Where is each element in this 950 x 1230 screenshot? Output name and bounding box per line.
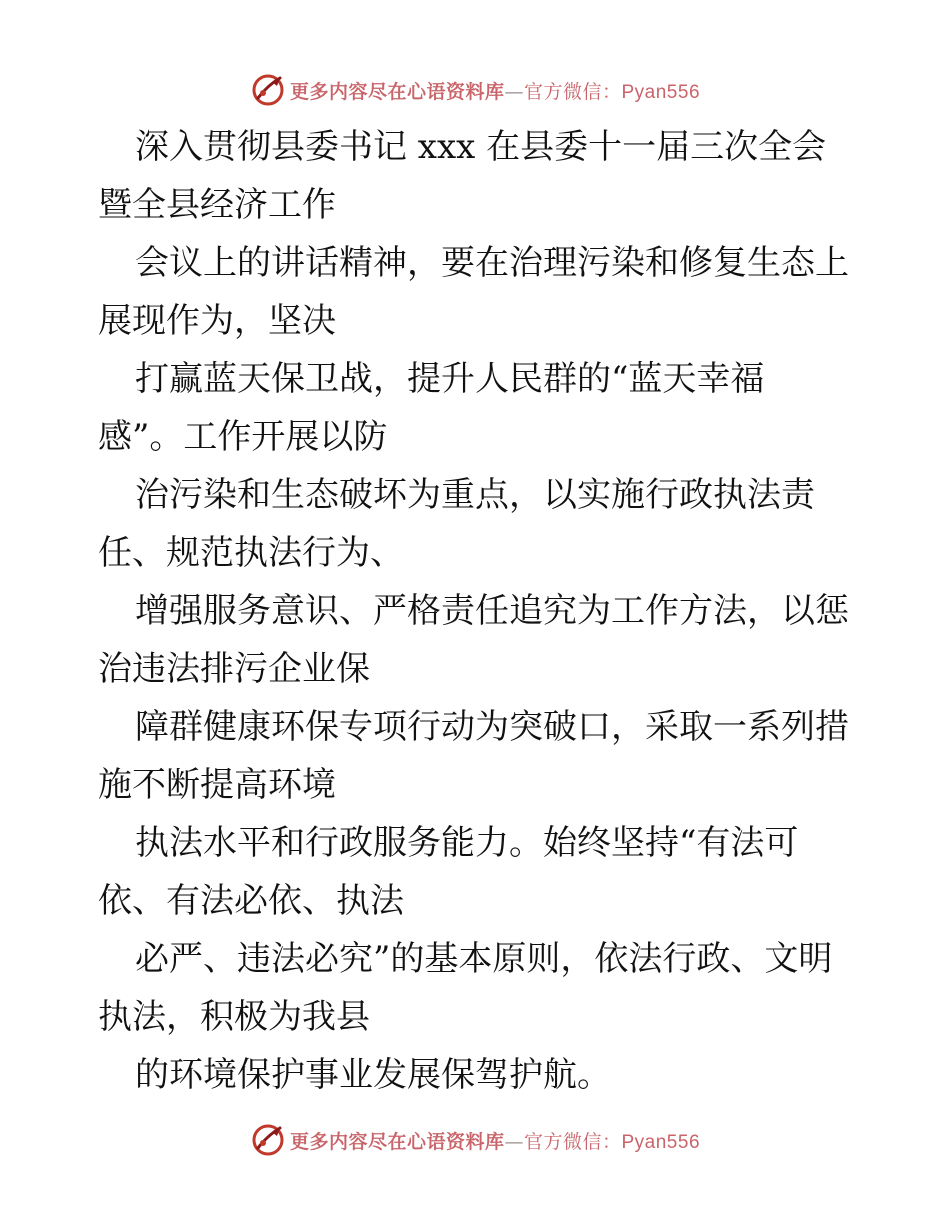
- paragraph-9: [98, 1046, 858, 1104]
- paragraph-1: [98, 118, 858, 234]
- paragraph-line: 治污染和生态破坏为重点，以实施行政执法责: [135, 475, 815, 515]
- paragraph-line: 会议上的讲话精神，要在治理污染和修复生态上: [135, 243, 849, 283]
- paragraph-line: 障群健康环保专项行动为突破口，采取一系列措: [135, 707, 849, 747]
- paragraph-2: [98, 234, 858, 350]
- footer-banner: [0, 1120, 950, 1160]
- brand-logo-icon: [250, 72, 286, 108]
- paragraph-line: 必严、违法必究”的基本原则，依法行政、文明: [135, 939, 833, 979]
- paragraph-line: 感”。工作开展以防: [98, 417, 388, 457]
- footer-banner-text: [290, 1127, 700, 1154]
- paragraph-line: 暨全县经济工作: [98, 185, 336, 225]
- paragraph-7: [98, 814, 858, 930]
- paragraph-line: 打赢蓝天保卫战，提升人民群的“蓝天幸福: [135, 359, 765, 399]
- paragraph-5: [98, 582, 858, 698]
- paragraph-4: [98, 466, 858, 582]
- footer-banner-wechat: 官方微信：Pyan556: [524, 1131, 701, 1153]
- paragraph-line: 增强服务意识、严格责任追究为工作方法，以惩: [135, 591, 849, 631]
- brand-logo-icon: [250, 1122, 286, 1158]
- paragraph-line: 任、规范执法行为、: [98, 533, 404, 573]
- paragraph-line: 的环境保护事业发展保驾护航。: [135, 1055, 611, 1095]
- paragraph-line: 深入贯彻县委书记 xxx 在县委十一届三次全会: [135, 127, 827, 167]
- header-banner: [0, 70, 950, 110]
- footer-banner-separator: —: [504, 1130, 524, 1153]
- paragraph-8: [98, 930, 858, 1046]
- paragraph-line: 施不断提高环境: [98, 765, 336, 805]
- paragraph-line: 治违法排污企业保: [98, 649, 370, 689]
- paragraph-line: 依、有法必依、执法: [98, 881, 404, 921]
- document-body: [98, 118, 858, 1104]
- header-banner-main: 更多内容尽在心语资料库: [289, 80, 505, 103]
- paragraph-3: [98, 350, 858, 466]
- paragraph-line: 执法，积极为我县: [98, 997, 370, 1037]
- paragraph-line: 执法水平和行政服务能力。始终坚持“有法可: [135, 823, 799, 863]
- header-banner-text: [290, 77, 700, 104]
- paragraph-line: 展现作为，坚决: [98, 301, 336, 341]
- paragraph-6: [98, 698, 858, 814]
- header-banner-wechat: 官方微信：Pyan556: [524, 81, 701, 103]
- header-banner-separator: —: [504, 80, 524, 103]
- footer-banner-main: 更多内容尽在心语资料库: [289, 1130, 505, 1153]
